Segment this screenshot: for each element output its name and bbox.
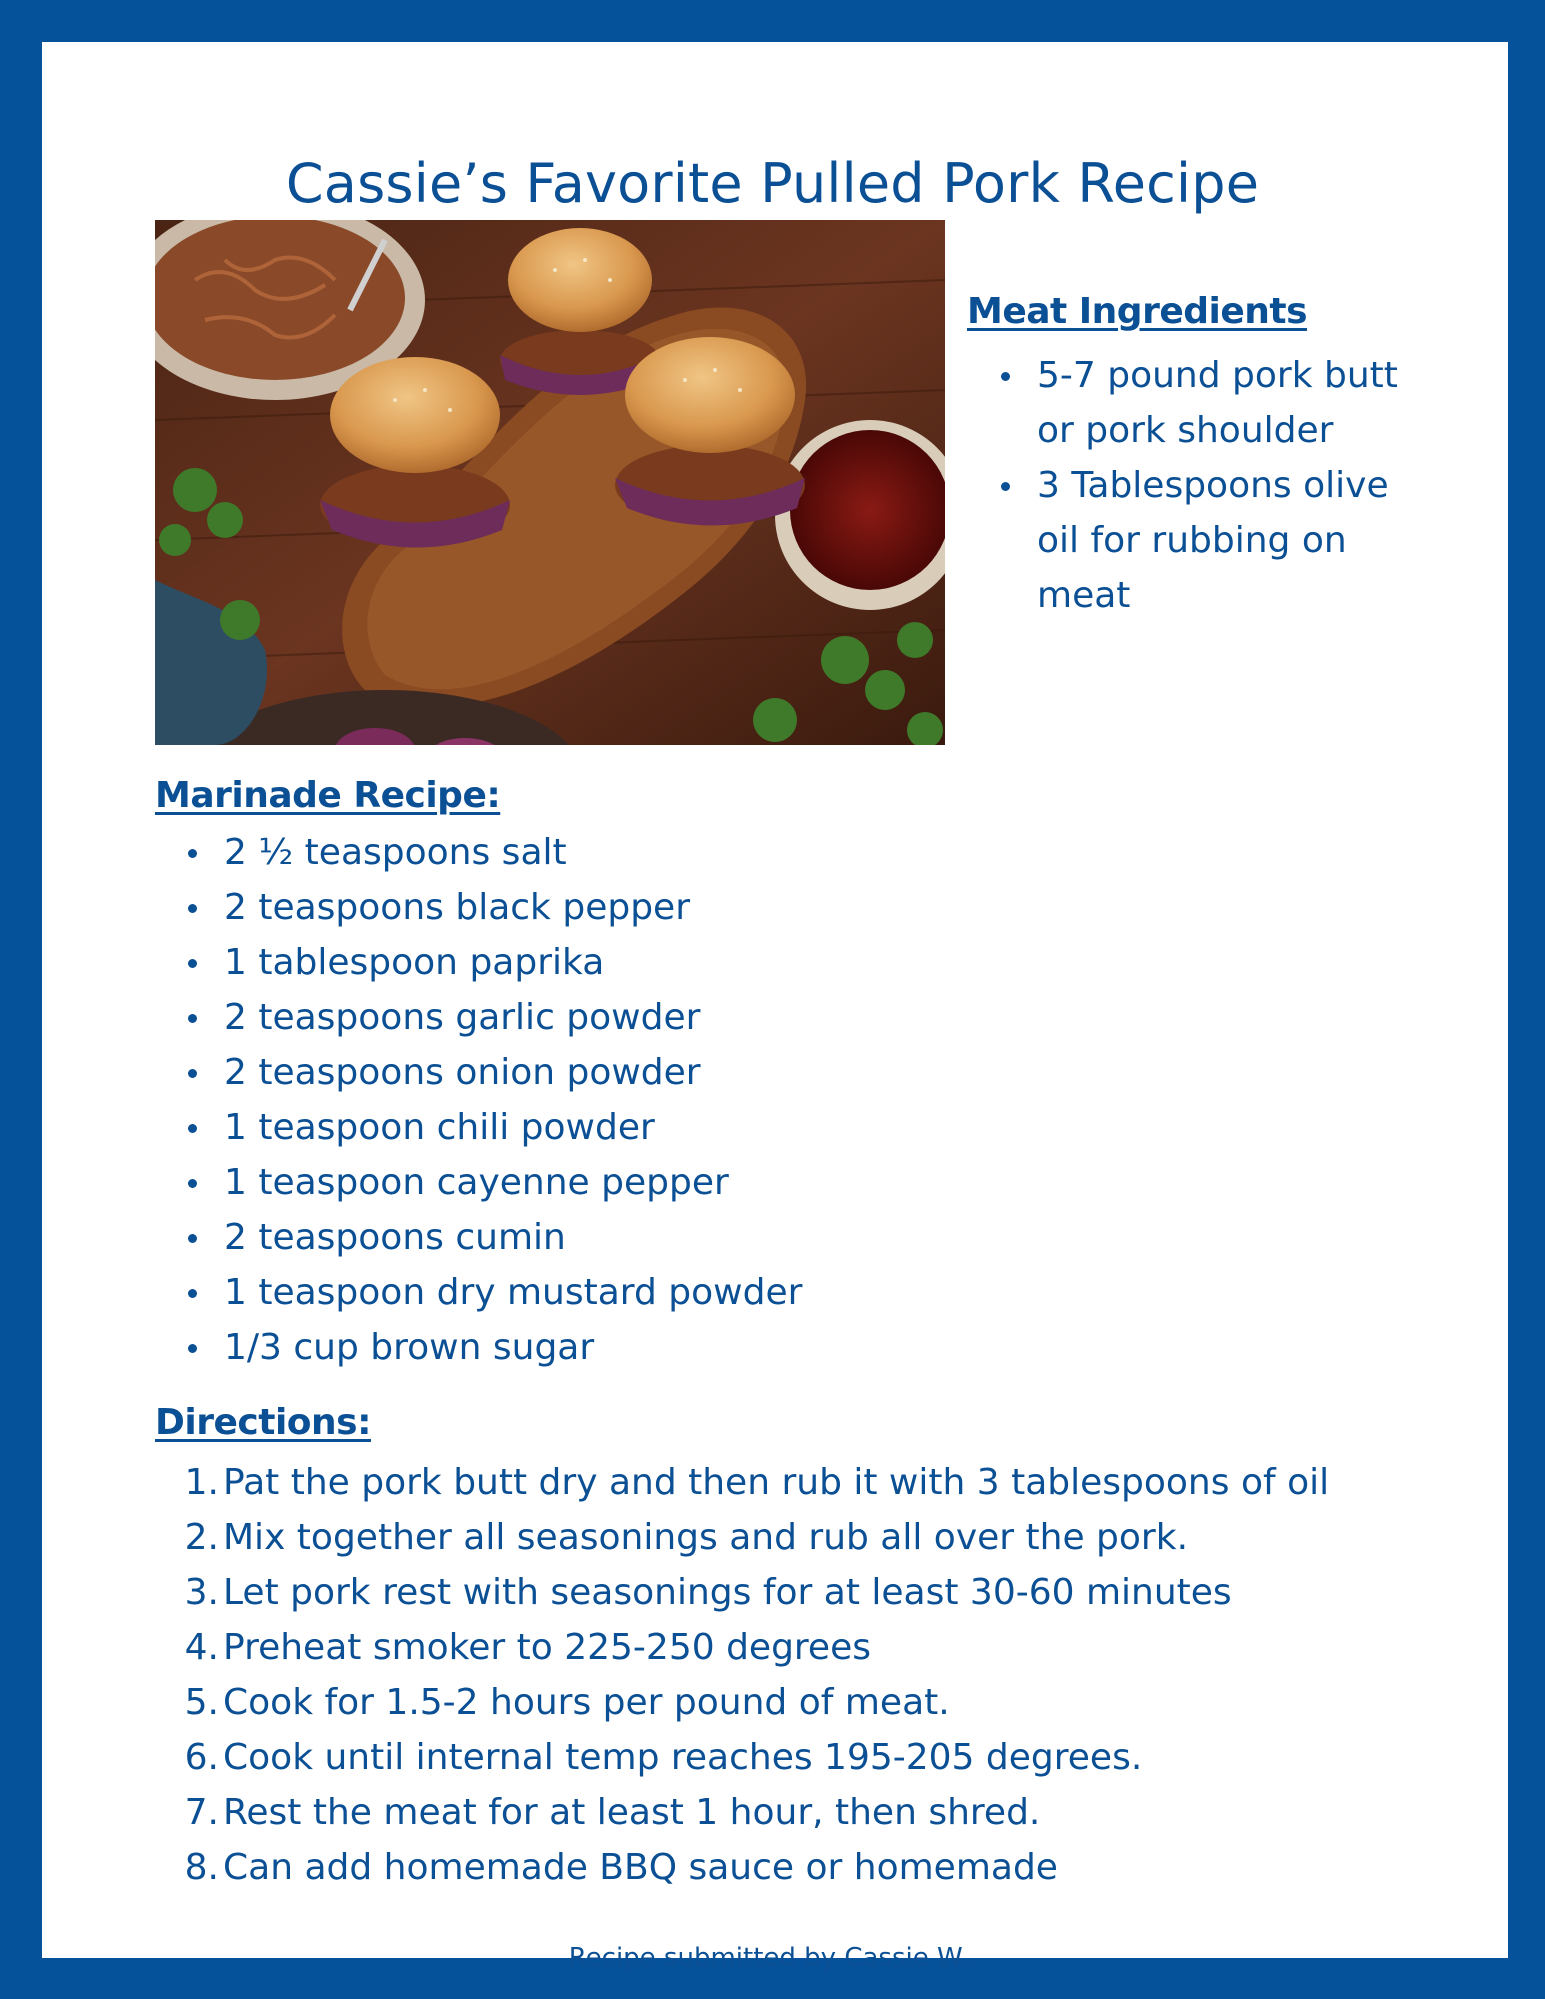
- direction-step: [155, 1510, 1329, 1565]
- step-number: 1.: [184, 1462, 219, 1503]
- direction-step: [155, 1565, 1329, 1620]
- recipe-photo: [155, 220, 945, 745]
- directions-heading: Directions:: [155, 1402, 371, 1443]
- direction-step: [155, 1730, 1329, 1785]
- direction-step: [155, 1785, 1329, 1840]
- list-item: 2 ½ teaspoons salt: [155, 825, 802, 880]
- step-text: Let pork rest with seasonings for at least 30-60 minutes: [223, 1572, 1232, 1613]
- step-text: Mix together all seasonings and rub all over the pork.: [223, 1517, 1189, 1558]
- list-item: 2 teaspoons cumin: [155, 1210, 802, 1265]
- marinade-recipe-heading: Marinade Recipe:: [155, 775, 501, 816]
- step-text: Pat the pork butt dry and then rub it with 3 tablespoons of oil: [223, 1462, 1330, 1503]
- step-number: 6.: [184, 1737, 219, 1778]
- direction-step: [155, 1840, 1329, 1895]
- step-text: Cook until internal temp reaches 195-205 degrees.: [223, 1737, 1143, 1778]
- direction-step: [155, 1675, 1329, 1730]
- direction-step: [155, 1455, 1329, 1510]
- list-item: 2 teaspoons garlic powder: [155, 990, 802, 1045]
- step-text: Preheat smoker to 225-250 degrees: [223, 1627, 871, 1668]
- step-text: Can add homemade BBQ sauce or homemade: [223, 1847, 1058, 1888]
- step-number: 3.: [184, 1572, 219, 1613]
- marinade-ingredients-list: [155, 825, 802, 1375]
- list-item: 1 teaspoon chili powder: [155, 1100, 802, 1155]
- list-item: 2 teaspoons onion powder: [155, 1045, 802, 1100]
- list-item: 5-7 pound pork butt or pork shoulder: [967, 348, 1407, 458]
- step-number: 5.: [184, 1682, 219, 1723]
- step-number: 4.: [184, 1627, 219, 1668]
- recipe-credit: Recipe submitted by Cassie W..: [568, 1943, 977, 1973]
- list-item: 2 teaspoons black pepper: [155, 880, 802, 935]
- list-item: 1 teaspoon dry mustard powder: [155, 1265, 802, 1320]
- list-item: 1 tablespoon paprika: [155, 935, 802, 990]
- directions-list: [155, 1455, 1329, 1895]
- direction-step: [155, 1620, 1329, 1675]
- meat-ingredients-heading: Meat Ingredients: [967, 291, 1308, 332]
- step-text: Rest the meat for at least 1 hour, then shred.: [223, 1792, 1041, 1833]
- step-number: 8.: [184, 1847, 219, 1888]
- list-item: 1/3 cup brown sugar: [155, 1320, 802, 1375]
- meat-ingredients-list: [967, 348, 1407, 623]
- step-text: Cook for 1.5-2 hours per pound of meat.: [223, 1682, 950, 1723]
- step-number: 7.: [184, 1792, 219, 1833]
- step-number: 2.: [184, 1517, 219, 1558]
- list-item: 1 teaspoon cayenne pepper: [155, 1155, 802, 1210]
- list-item: 3 Tablespoons olive oil for rubbing on meat: [967, 458, 1407, 623]
- recipe-title: Cassie’s Favorite Pulled Pork Recipe: [285, 152, 1260, 216]
